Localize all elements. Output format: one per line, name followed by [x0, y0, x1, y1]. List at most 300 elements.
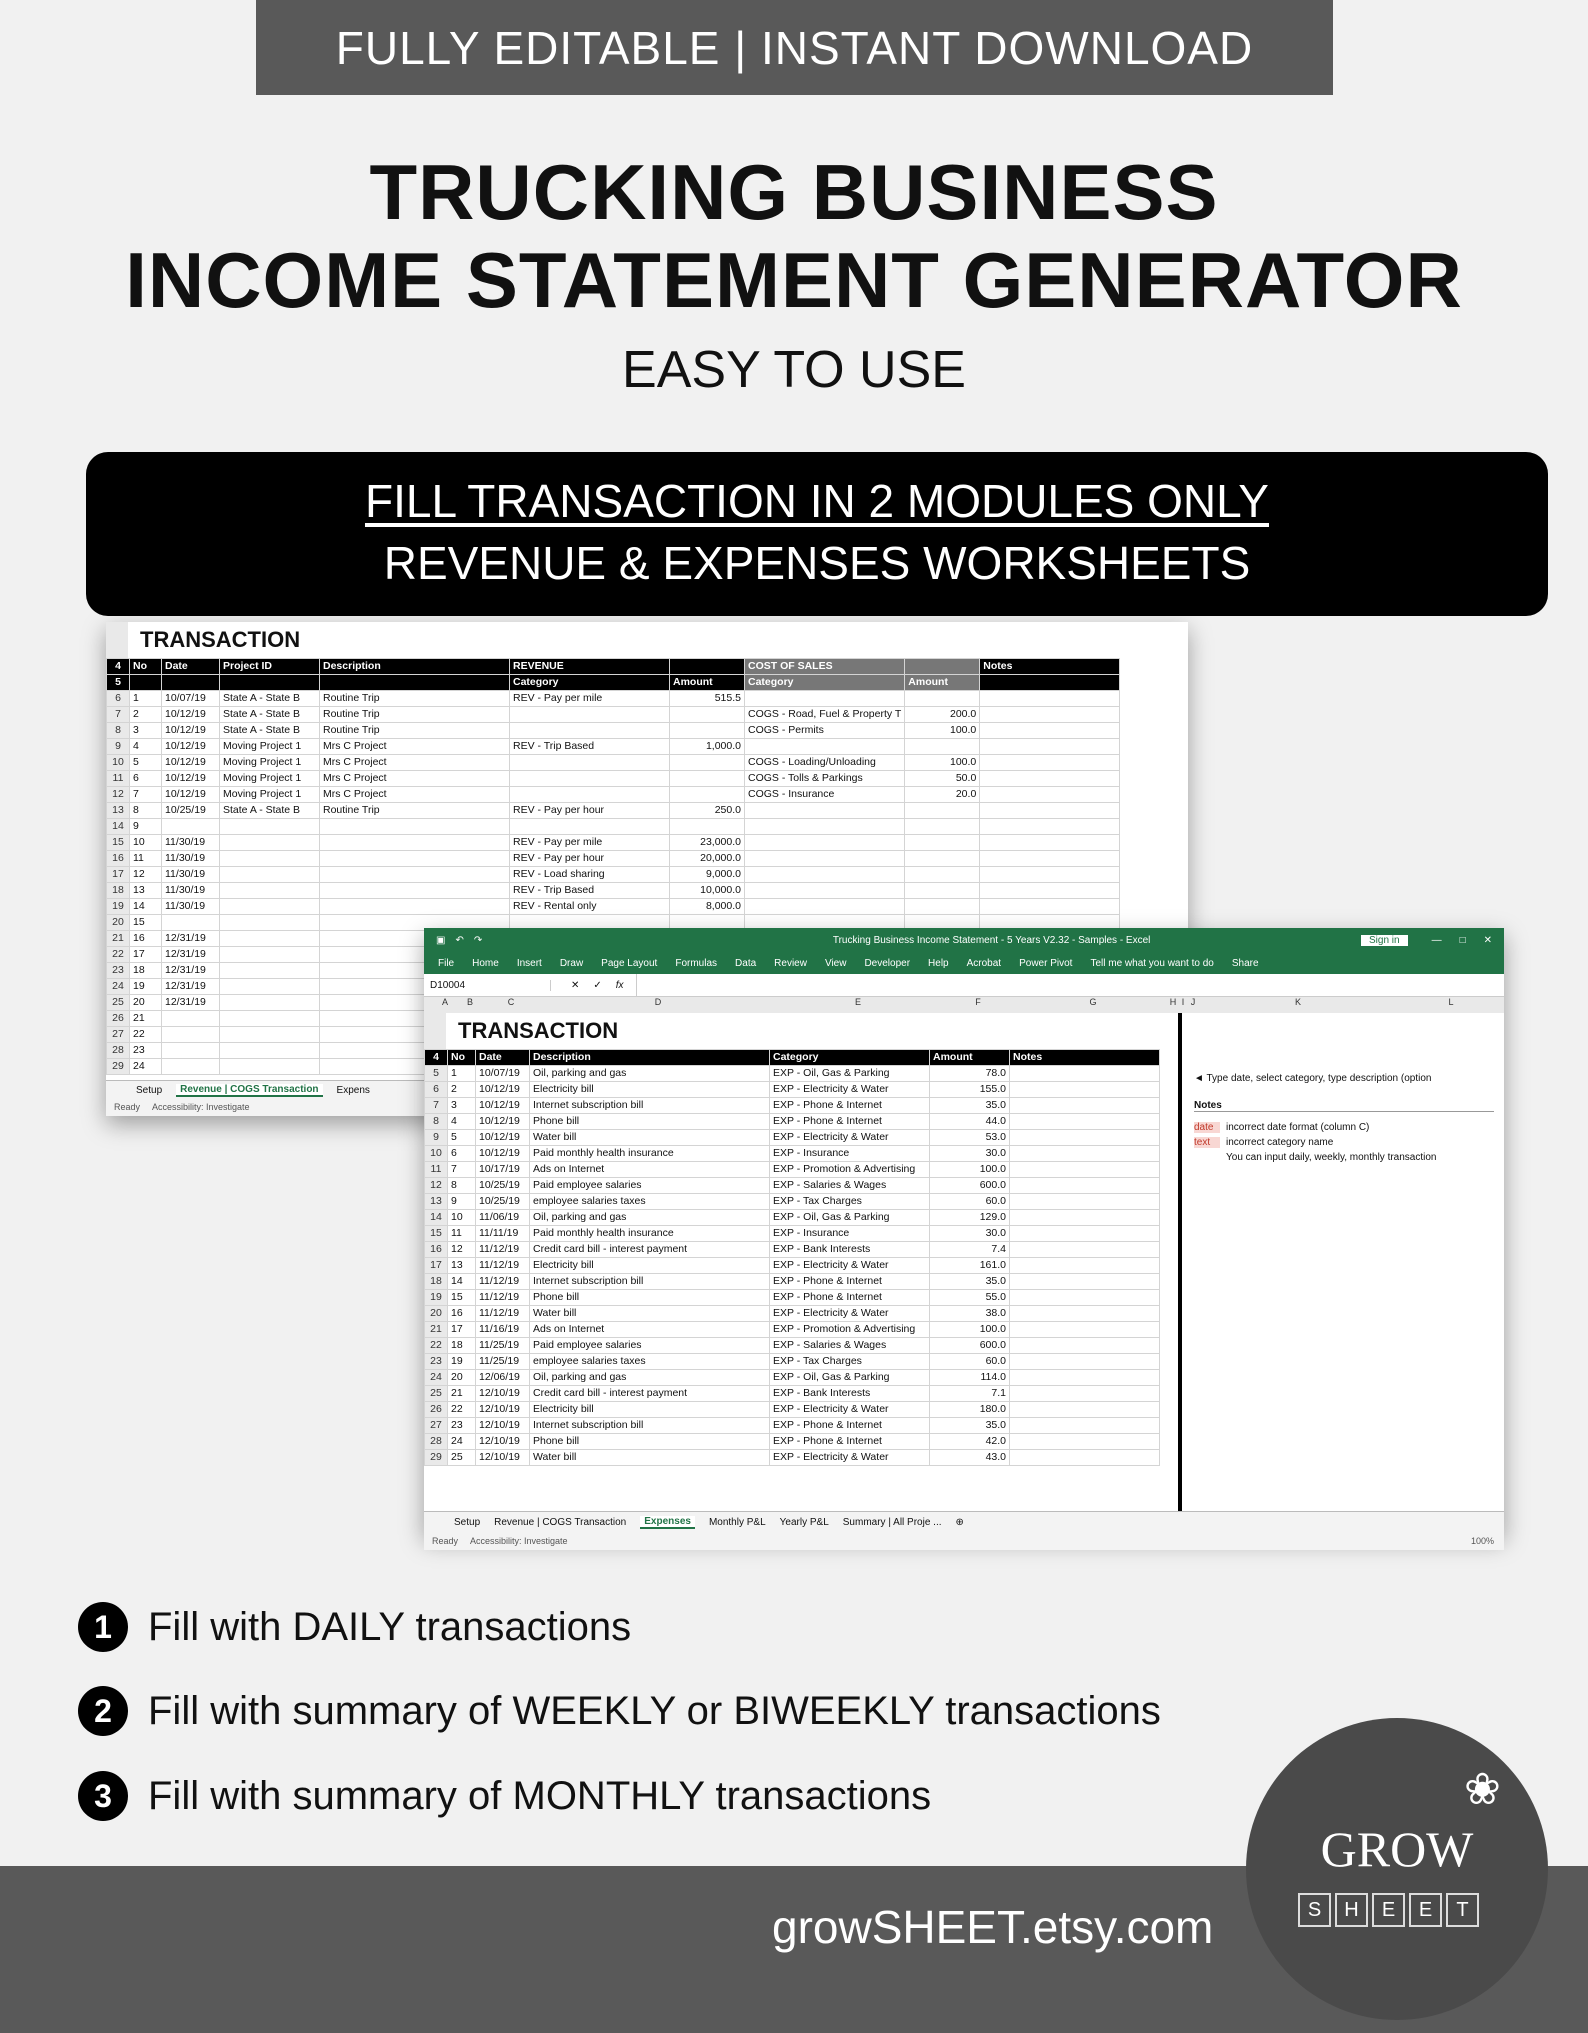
table-cell[interactable]: EXP - Phone & Internet	[770, 1098, 930, 1114]
table-cell[interactable]: COGS - Loading/Unloading	[745, 755, 905, 771]
table-cell[interactable]: 35.0	[930, 1418, 1010, 1434]
table-cell[interactable]	[510, 723, 670, 739]
table-cell[interactable]: EXP - Salaries & Wages	[770, 1178, 930, 1194]
table-cell[interactable]: 10/12/19	[162, 707, 220, 723]
notes-cell[interactable]	[1010, 1226, 1160, 1242]
table-cell[interactable]: 11/30/19	[162, 835, 220, 851]
table-cell[interactable]: 20	[448, 1370, 476, 1386]
table-cell[interactable]: 100.0	[905, 723, 980, 739]
table-cell[interactable]: EXP - Electricity & Water	[770, 1402, 930, 1418]
ribbon-tab[interactable]: File	[438, 957, 455, 969]
table-cell[interactable]: Moving Project 1	[220, 755, 320, 771]
table-cell[interactable]	[320, 899, 510, 915]
notes-cell[interactable]	[1010, 1290, 1160, 1306]
notes-cell[interactable]	[1010, 1162, 1160, 1178]
table-cell[interactable]: Oil, parking and gas	[530, 1370, 770, 1386]
table-cell[interactable]	[670, 723, 745, 739]
ribbon-tab[interactable]: Power Pivot	[1019, 957, 1073, 969]
table-cell[interactable]: State A - State B	[220, 691, 320, 707]
notes-cell[interactable]	[980, 691, 1120, 707]
table-cell[interactable]: 14	[130, 899, 162, 915]
notes-cell[interactable]	[1010, 1066, 1160, 1082]
table-cell[interactable]	[745, 899, 905, 915]
table-cell[interactable]: EXP - Phone & Internet	[770, 1290, 930, 1306]
sheet-tab[interactable]: Revenue | COGS Transaction	[494, 1516, 627, 1528]
ribbon-tab[interactable]: Developer	[864, 957, 911, 969]
table-cell[interactable]: Internet subscription bill	[530, 1418, 770, 1434]
table-cell[interactable]: 10/25/19	[476, 1178, 530, 1194]
table-cell[interactable]: 53.0	[930, 1130, 1010, 1146]
table-cell[interactable]: 21	[130, 1011, 162, 1027]
table-cell[interactable]: REV - Load sharing	[510, 867, 670, 883]
table-cell[interactable]: EXP - Electricity & Water	[770, 1130, 930, 1146]
table-cell[interactable]	[745, 739, 905, 755]
table-cell[interactable]: 10/12/19	[162, 739, 220, 755]
table-cell[interactable]: 4	[130, 739, 162, 755]
table-cell[interactable]: 20	[130, 995, 162, 1011]
table-cell[interactable]: Routine Trip	[320, 723, 510, 739]
table-cell[interactable]: 8,000.0	[670, 899, 745, 915]
notes-cell[interactable]	[1010, 1402, 1160, 1418]
notes-cell[interactable]	[1010, 1082, 1160, 1098]
notes-cell[interactable]	[1010, 1354, 1160, 1370]
table-cell[interactable]: 11/12/19	[476, 1306, 530, 1322]
table-cell[interactable]: State A - State B	[220, 723, 320, 739]
table-cell[interactable]: Routine Trip	[320, 691, 510, 707]
table-cell[interactable]: 10/12/19	[162, 723, 220, 739]
column-header[interactable]: D	[654, 997, 662, 1007]
table-cell[interactable]: 3	[130, 723, 162, 739]
table-cell[interactable]: 5	[130, 755, 162, 771]
minimize-icon[interactable]: —	[1431, 934, 1442, 946]
table-cell[interactable]	[220, 979, 320, 995]
column-header[interactable]: B	[466, 997, 473, 1007]
table-cell[interactable]: 30.0	[930, 1146, 1010, 1162]
zoom-level[interactable]: 100%	[1470, 1536, 1494, 1546]
notes-cell[interactable]	[1010, 1146, 1160, 1162]
table-cell[interactable]: 17	[130, 947, 162, 963]
table-cell[interactable]: EXP - Oil, Gas & Parking	[770, 1066, 930, 1082]
table-cell[interactable]: Water bill	[530, 1306, 770, 1322]
table-cell[interactable]: Paid monthly health insurance	[530, 1146, 770, 1162]
table-cell[interactable]: 42.0	[930, 1434, 1010, 1450]
table-cell[interactable]	[905, 739, 980, 755]
table-cell[interactable]: Paid monthly health insurance	[530, 1226, 770, 1242]
table-cell[interactable]: 12/31/19	[162, 963, 220, 979]
table-cell[interactable]: EXP - Salaries & Wages	[770, 1338, 930, 1354]
table-cell[interactable]	[220, 915, 320, 931]
table-cell[interactable]: REV - Trip Based	[510, 883, 670, 899]
table-cell[interactable]: 22	[448, 1402, 476, 1418]
notes-cell[interactable]	[980, 819, 1120, 835]
notes-cell[interactable]	[980, 739, 1120, 755]
table-cell[interactable]: 12	[448, 1242, 476, 1258]
table-cell[interactable]: State A - State B	[220, 707, 320, 723]
table-cell[interactable]: 8	[130, 803, 162, 819]
table-cell[interactable]: 21	[448, 1386, 476, 1402]
table-cell[interactable]: 7	[448, 1162, 476, 1178]
ribbon-tab[interactable]: Draw	[559, 957, 584, 969]
table-cell[interactable]: 44.0	[930, 1114, 1010, 1130]
notes-cell[interactable]	[980, 707, 1120, 723]
table-cell[interactable]	[220, 1059, 320, 1075]
notes-cell[interactable]	[1010, 1338, 1160, 1354]
save-icon[interactable]: ▣	[436, 934, 446, 946]
table-cell[interactable]	[220, 995, 320, 1011]
table-cell[interactable]: REV - Pay per hour	[510, 851, 670, 867]
table-cell[interactable]: EXP - Tax Charges	[770, 1354, 930, 1370]
name-box[interactable]: D10004	[424, 980, 551, 991]
table-cell[interactable]: Moving Project 1	[220, 787, 320, 803]
table-cell[interactable]: 20.0	[905, 787, 980, 803]
table-cell[interactable]: 10/25/19	[162, 803, 220, 819]
notes-cell[interactable]	[1010, 1194, 1160, 1210]
table-cell[interactable]	[220, 883, 320, 899]
table-cell[interactable]: COGS - Road, Fuel & Property T	[745, 707, 905, 723]
function-icon[interactable]: fx	[615, 979, 624, 991]
table-cell[interactable]: 15	[130, 915, 162, 931]
table-cell[interactable]: 43.0	[930, 1450, 1010, 1466]
table-cell[interactable]: EXP - Oil, Gas & Parking	[770, 1210, 930, 1226]
table-cell[interactable]: EXP - Oil, Gas & Parking	[770, 1370, 930, 1386]
table-cell[interactable]	[905, 883, 980, 899]
table-cell[interactable]	[905, 899, 980, 915]
table-cell[interactable]: 161.0	[930, 1258, 1010, 1274]
table-cell[interactable]: 100.0	[905, 755, 980, 771]
table-cell[interactable]	[745, 835, 905, 851]
notes-cell[interactable]	[1010, 1418, 1160, 1434]
restore-icon[interactable]: □	[1459, 934, 1466, 946]
table-cell[interactable]: 11/12/19	[476, 1258, 530, 1274]
table-cell[interactable]: 3	[448, 1098, 476, 1114]
notes-cell[interactable]	[980, 883, 1120, 899]
table-cell[interactable]: Paid employee salaries	[530, 1178, 770, 1194]
table-cell[interactable]: 19	[448, 1354, 476, 1370]
ribbon-tab[interactable]: Review	[774, 957, 807, 969]
table-cell[interactable]: 2	[448, 1082, 476, 1098]
table-cell[interactable]: 12	[130, 867, 162, 883]
ribbon-tab[interactable]: Share	[1231, 957, 1259, 969]
table-cell[interactable]: 10/12/19	[162, 771, 220, 787]
sign-in-button[interactable]: Sign in	[1361, 935, 1408, 946]
table-cell[interactable]: 13	[448, 1258, 476, 1274]
table-cell[interactable]: Electricity bill	[530, 1258, 770, 1274]
table-cell[interactable]	[320, 851, 510, 867]
table-cell[interactable]: 78.0	[930, 1066, 1010, 1082]
table-cell[interactable]	[510, 755, 670, 771]
table-cell[interactable]: 7	[130, 787, 162, 803]
table-cell[interactable]	[220, 947, 320, 963]
table-cell[interactable]: REV - Pay per hour	[510, 803, 670, 819]
table-cell[interactable]: 11/25/19	[476, 1338, 530, 1354]
table-cell[interactable]: Internet subscription bill	[530, 1274, 770, 1290]
ribbon-tab[interactable]: Help	[928, 957, 949, 969]
table-cell[interactable]: 200.0	[905, 707, 980, 723]
table-cell[interactable]	[670, 771, 745, 787]
sheet-tab[interactable]: Expens	[336, 1084, 370, 1096]
table-cell[interactable]: EXP - Phone & Internet	[770, 1274, 930, 1290]
table-cell[interactable]	[220, 1027, 320, 1043]
redo-icon[interactable]: ↷	[473, 934, 483, 946]
table-cell[interactable]: EXP - Electricity & Water	[770, 1258, 930, 1274]
table-cell[interactable]	[510, 787, 670, 803]
notes-cell[interactable]	[1010, 1098, 1160, 1114]
table-cell[interactable]: 11/30/19	[162, 851, 220, 867]
table-cell[interactable]: 11/30/19	[162, 883, 220, 899]
table-cell[interactable]: 11/16/19	[476, 1322, 530, 1338]
table-cell[interactable]: 23	[130, 1043, 162, 1059]
notes-cell[interactable]	[1010, 1370, 1160, 1386]
table-cell[interactable]	[162, 1059, 220, 1075]
column-header[interactable]: A	[441, 997, 448, 1007]
table-cell[interactable]: 129.0	[930, 1210, 1010, 1226]
table-cell[interactable]: 17	[448, 1322, 476, 1338]
table-cell[interactable]: EXP - Phone & Internet	[770, 1434, 930, 1450]
table-cell[interactable]: Moving Project 1	[220, 739, 320, 755]
undo-icon[interactable]: ↶	[455, 934, 464, 946]
ribbon-tab[interactable]: Formulas	[675, 957, 718, 969]
table-cell[interactable]: EXP - Bank Interests	[770, 1386, 930, 1402]
table-cell[interactable]: EXP - Promotion & Advertising	[770, 1322, 930, 1338]
table-cell[interactable]: 11/30/19	[162, 899, 220, 915]
table-cell[interactable]: 9	[448, 1194, 476, 1210]
table-cell[interactable]: 23,000.0	[670, 835, 745, 851]
column-header[interactable]: C	[507, 997, 515, 1007]
notes-cell[interactable]	[980, 723, 1120, 739]
table-cell[interactable]: Routine Trip	[320, 803, 510, 819]
table-cell[interactable]: Oil, parking and gas	[530, 1066, 770, 1082]
table-cell[interactable]	[745, 851, 905, 867]
table-cell[interactable]: 155.0	[930, 1082, 1010, 1098]
column-header[interactable]: L	[1448, 997, 1454, 1007]
table-cell[interactable]: 24	[130, 1059, 162, 1075]
table-cell[interactable]: 11/12/19	[476, 1242, 530, 1258]
table-cell[interactable]	[670, 755, 745, 771]
sheet-tab[interactable]: Setup	[136, 1084, 163, 1096]
notes-cell[interactable]	[980, 851, 1120, 867]
column-header[interactable]: E	[854, 997, 861, 1007]
notes-cell[interactable]	[1010, 1258, 1160, 1274]
notes-cell[interactable]	[980, 787, 1120, 803]
sheet-tab[interactable]: Setup	[454, 1516, 481, 1528]
column-header[interactable]: F	[975, 997, 981, 1007]
table-cell[interactable]: 600.0	[930, 1178, 1010, 1194]
table-cell[interactable]	[162, 915, 220, 931]
notes-cell[interactable]	[980, 899, 1120, 915]
table-cell[interactable]: 10	[130, 835, 162, 851]
table-cell[interactable]: 515.5	[670, 691, 745, 707]
table-cell[interactable]: 10/17/19	[476, 1162, 530, 1178]
table-cell[interactable]: 60.0	[930, 1194, 1010, 1210]
notes-cell[interactable]	[1010, 1450, 1160, 1466]
cancel-icon[interactable]: ✕	[571, 979, 580, 991]
table-cell[interactable]: 1	[448, 1066, 476, 1082]
table-cell[interactable]	[162, 1043, 220, 1059]
table-cell[interactable]: COGS - Insurance	[745, 787, 905, 803]
table-cell[interactable]	[745, 867, 905, 883]
sheet-tab[interactable]: Summary | All Proje ...	[842, 1516, 942, 1528]
table-cell[interactable]: 12/10/19	[476, 1418, 530, 1434]
table-cell[interactable]: 16	[448, 1306, 476, 1322]
table-cell[interactable]: 9	[130, 819, 162, 835]
table-cell[interactable]: EXP - Insurance	[770, 1226, 930, 1242]
table-cell[interactable]: 6	[130, 771, 162, 787]
table-cell[interactable]	[220, 931, 320, 947]
table-cell[interactable]: Mrs C Project	[320, 787, 510, 803]
table-cell[interactable]: 18	[448, 1338, 476, 1354]
notes-cell[interactable]	[980, 771, 1120, 787]
table-cell[interactable]	[905, 803, 980, 819]
table-cell[interactable]	[320, 867, 510, 883]
table-cell[interactable]: EXP - Electricity & Water	[770, 1450, 930, 1466]
table-cell[interactable]	[220, 819, 320, 835]
table-cell[interactable]	[510, 819, 670, 835]
table-cell[interactable]: 11/30/19	[162, 867, 220, 883]
table-cell[interactable]: 12/10/19	[476, 1402, 530, 1418]
table-cell[interactable]: Phone bill	[530, 1114, 770, 1130]
table-cell[interactable]	[162, 819, 220, 835]
table-cell[interactable]: EXP - Promotion & Advertising	[770, 1162, 930, 1178]
table-cell[interactable]: Water bill	[530, 1450, 770, 1466]
table-cell[interactable]: 19	[130, 979, 162, 995]
notes-cell[interactable]	[980, 867, 1120, 883]
table-cell[interactable]: Water bill	[530, 1130, 770, 1146]
table-cell[interactable]: 2	[130, 707, 162, 723]
table-cell[interactable]	[745, 883, 905, 899]
table-cell[interactable]: Routine Trip	[320, 707, 510, 723]
table-cell[interactable]: 100.0	[930, 1162, 1010, 1178]
notes-cell[interactable]	[980, 803, 1120, 819]
table-cell[interactable]	[162, 1027, 220, 1043]
notes-cell[interactable]	[980, 755, 1120, 771]
table-cell[interactable]: Ads on Internet	[530, 1322, 770, 1338]
table-cell[interactable]: 50.0	[905, 771, 980, 787]
ribbon-tab[interactable]: Tell me what you want to do	[1090, 957, 1214, 969]
table-cell[interactable]: 10/12/19	[476, 1098, 530, 1114]
table-cell[interactable]: 12/06/19	[476, 1370, 530, 1386]
table-cell[interactable]: REV - Rental only	[510, 899, 670, 915]
formula-input[interactable]	[636, 974, 1504, 996]
table-cell[interactable]: 12/31/19	[162, 979, 220, 995]
table-cell[interactable]: Credit card bill - interest payment	[530, 1386, 770, 1402]
table-cell[interactable]: COGS - Tolls & Parkings	[745, 771, 905, 787]
ribbon-tab[interactable]: View	[824, 957, 847, 969]
table-cell[interactable]: 11/12/19	[476, 1290, 530, 1306]
table-cell[interactable]: 12/31/19	[162, 931, 220, 947]
table-cell[interactable]: 14	[448, 1274, 476, 1290]
table-cell[interactable]	[510, 771, 670, 787]
table-cell[interactable]: 10/12/19	[476, 1146, 530, 1162]
table-cell[interactable]	[745, 803, 905, 819]
notes-cell[interactable]	[1010, 1434, 1160, 1450]
table-cell[interactable]: 35.0	[930, 1274, 1010, 1290]
notes-cell[interactable]	[1010, 1210, 1160, 1226]
table-cell[interactable]: 11	[130, 851, 162, 867]
notes-cell[interactable]	[1010, 1242, 1160, 1258]
table-cell[interactable]: 24	[448, 1434, 476, 1450]
sheet-tab[interactable]: Expenses	[640, 1516, 695, 1529]
table-cell[interactable]: Mrs C Project	[320, 739, 510, 755]
table-cell[interactable]	[220, 1011, 320, 1027]
table-cell[interactable]: 6	[448, 1146, 476, 1162]
table-cell[interactable]: Moving Project 1	[220, 771, 320, 787]
table-cell[interactable]: State A - State B	[220, 803, 320, 819]
column-header[interactable]: I	[1181, 997, 1185, 1007]
table-cell[interactable]	[905, 835, 980, 851]
table-cell[interactable]: 10	[448, 1210, 476, 1226]
column-header[interactable]: G	[1089, 997, 1097, 1007]
table-cell[interactable]	[510, 707, 670, 723]
column-header[interactable]: K	[1294, 997, 1301, 1007]
table-cell[interactable]: 16	[130, 931, 162, 947]
table-cell[interactable]: 4	[448, 1114, 476, 1130]
table-cell[interactable]: 13	[130, 883, 162, 899]
table-cell[interactable]: 10/07/19	[476, 1066, 530, 1082]
table-cell[interactable]: EXP - Insurance	[770, 1146, 930, 1162]
table-cell[interactable]: 12/31/19	[162, 947, 220, 963]
table-cell[interactable]	[905, 819, 980, 835]
notes-cell[interactable]	[1010, 1274, 1160, 1290]
table-cell[interactable]: 10/12/19	[476, 1082, 530, 1098]
table-cell[interactable]: EXP - Bank Interests	[770, 1242, 930, 1258]
table-cell[interactable]	[220, 963, 320, 979]
notes-cell[interactable]	[1010, 1306, 1160, 1322]
ribbon-tab[interactable]: Acrobat	[966, 957, 1002, 969]
table-cell[interactable]: 60.0	[930, 1354, 1010, 1370]
table-cell[interactable]: Electricity bill	[530, 1402, 770, 1418]
ribbon-tab[interactable]: Page Layout	[601, 957, 658, 969]
ribbon-tab[interactable]: Home	[472, 957, 499, 969]
table-cell[interactable]: EXP - Phone & Internet	[770, 1114, 930, 1130]
table-cell[interactable]: 30.0	[930, 1226, 1010, 1242]
table-cell[interactable]: 10/12/19	[162, 755, 220, 771]
notes-cell[interactable]	[1010, 1386, 1160, 1402]
table-cell[interactable]: REV - Pay per mile	[510, 691, 670, 707]
table-cell[interactable]: 11/25/19	[476, 1354, 530, 1370]
table-cell[interactable]	[162, 1011, 220, 1027]
table-cell[interactable]: 7.1	[930, 1386, 1010, 1402]
table-cell[interactable]: 250.0	[670, 803, 745, 819]
table-cell[interactable]	[670, 707, 745, 723]
table-cell[interactable]	[670, 819, 745, 835]
table-cell[interactable]: 10/07/19	[162, 691, 220, 707]
table-cell[interactable]: 10/12/19	[476, 1114, 530, 1130]
table-cell[interactable]: Oil, parking and gas	[530, 1210, 770, 1226]
table-cell[interactable]: employee salaries taxes	[530, 1354, 770, 1370]
table-cell[interactable]: 15	[448, 1290, 476, 1306]
table-cell[interactable]: 7.4	[930, 1242, 1010, 1258]
table-cell[interactable]: Mrs C Project	[320, 755, 510, 771]
notes-cell[interactable]	[1010, 1178, 1160, 1194]
table-cell[interactable]: 1,000.0	[670, 739, 745, 755]
table-cell[interactable]	[905, 691, 980, 707]
select-all-corner[interactable]	[424, 997, 434, 1013]
table-cell[interactable]: 12/31/19	[162, 995, 220, 1011]
table-cell[interactable]: Phone bill	[530, 1434, 770, 1450]
sheet-tab[interactable]: Revenue | COGS Transaction	[176, 1084, 322, 1097]
table-cell[interactable]: 10/12/19	[162, 787, 220, 803]
table-cell[interactable]: Paid employee salaries	[530, 1338, 770, 1354]
table-cell[interactable]	[220, 851, 320, 867]
table-cell[interactable]: 100.0	[930, 1322, 1010, 1338]
table-cell[interactable]: Electricity bill	[530, 1082, 770, 1098]
table-cell[interactable]	[745, 691, 905, 707]
notes-cell[interactable]	[1010, 1322, 1160, 1338]
table-cell[interactable]: REV - Trip Based	[510, 739, 670, 755]
table-cell[interactable]: 11/12/19	[476, 1274, 530, 1290]
table-cell[interactable]: 55.0	[930, 1290, 1010, 1306]
table-cell[interactable]: 12/10/19	[476, 1386, 530, 1402]
